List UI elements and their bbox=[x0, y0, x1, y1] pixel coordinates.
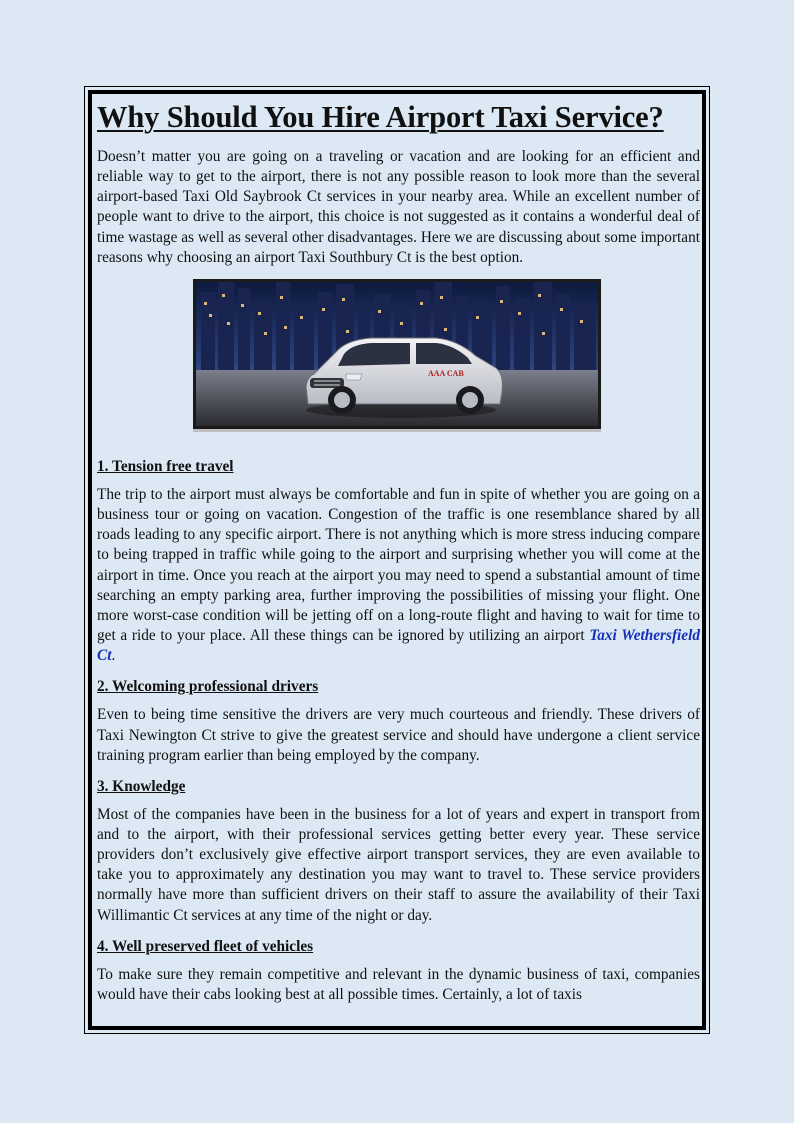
taxi-wethersfield-link[interactable]: Taxi Wethersfield Ct bbox=[97, 627, 700, 665]
section-2-body: Even to being time sensitive the drivers are very much courteous and friendly. These drivers of Taxi Newington Ct strive to give the greatest service and should have undergone a client service training program earlier than being employed by the company. bbox=[97, 706, 700, 764]
section-1-text-end: . bbox=[111, 647, 116, 665]
taxi-illustration bbox=[196, 282, 598, 426]
figure-shadow bbox=[193, 429, 601, 432]
section-3-body: Most of the companies have been in the business for a lot of years and expert in transport from and to the airport, with their professional services getting better every year. These service providers don’t exclusively give effective airport transport services, they are even available to take you to approximately any destination you may want to travel to. These service providers normally have more than sufficient drivers on their staff to assure the availability of their Taxi Willimantic Ct services at any time of the night or day. bbox=[97, 805, 700, 924]
taxi-photo bbox=[193, 279, 601, 429]
section-2-heading: 2. Welcoming professional drivers bbox=[97, 678, 319, 696]
section-3-heading: 3. Knowledge bbox=[97, 777, 186, 795]
section-1-body bbox=[97, 485, 700, 666]
page-title: Why Should You Hire Airport Taxi Service? bbox=[97, 100, 664, 134]
intro-paragraph: Doesn’t matter you are going on a traveling or vacation and are looking for an efficient and reliable way to get to the airport, there is not any possible reason to look more than the several airport-based Taxi Old Saybrook Ct services in your nearby area. While an excellent number of people want to drive to the airport, this choice is not suggested as it contains a wonderful deal of time wastage as well as several other disadvantages. Here we are discussing about some important reasons why choosing an airport Taxi Southbury Ct is the best option. bbox=[97, 148, 700, 266]
document-body bbox=[97, 98, 700, 1026]
section-4-body: To make sure they remain competitive and relevant in the dynamic business of taxi, companies would have their cabs looking best at all possible times. Certainly, a lot of taxis bbox=[97, 965, 700, 1003]
figure-container bbox=[97, 279, 700, 455]
car-logo-text: AAA CAB bbox=[428, 368, 464, 378]
section-1-text: The trip to the airport must always be comfortable and fun in spite of whether you are going on a business tour or going on vacation. Congestion of the traffic is one resemblance shared by all roads leading to any specific airport. There is not anything which is more stress inducing compare to being trapped in traffic while going to the airport and surprising whether you will come at the airport in time. Once you reach at the airport you may need to spend a substantial amount of time searching an empty parking area, further improving the possibilities of missing your flight. One more worst-case condition will be jetting off on a long-route flight and having to wait for time to get a ride to your place. All these things can be ignored by utilizing an airport bbox=[97, 485, 700, 645]
section-4-heading: 4. Well preserved fleet of vehicles bbox=[97, 937, 314, 955]
section-1-heading: 1. Tension free travel bbox=[97, 457, 234, 475]
